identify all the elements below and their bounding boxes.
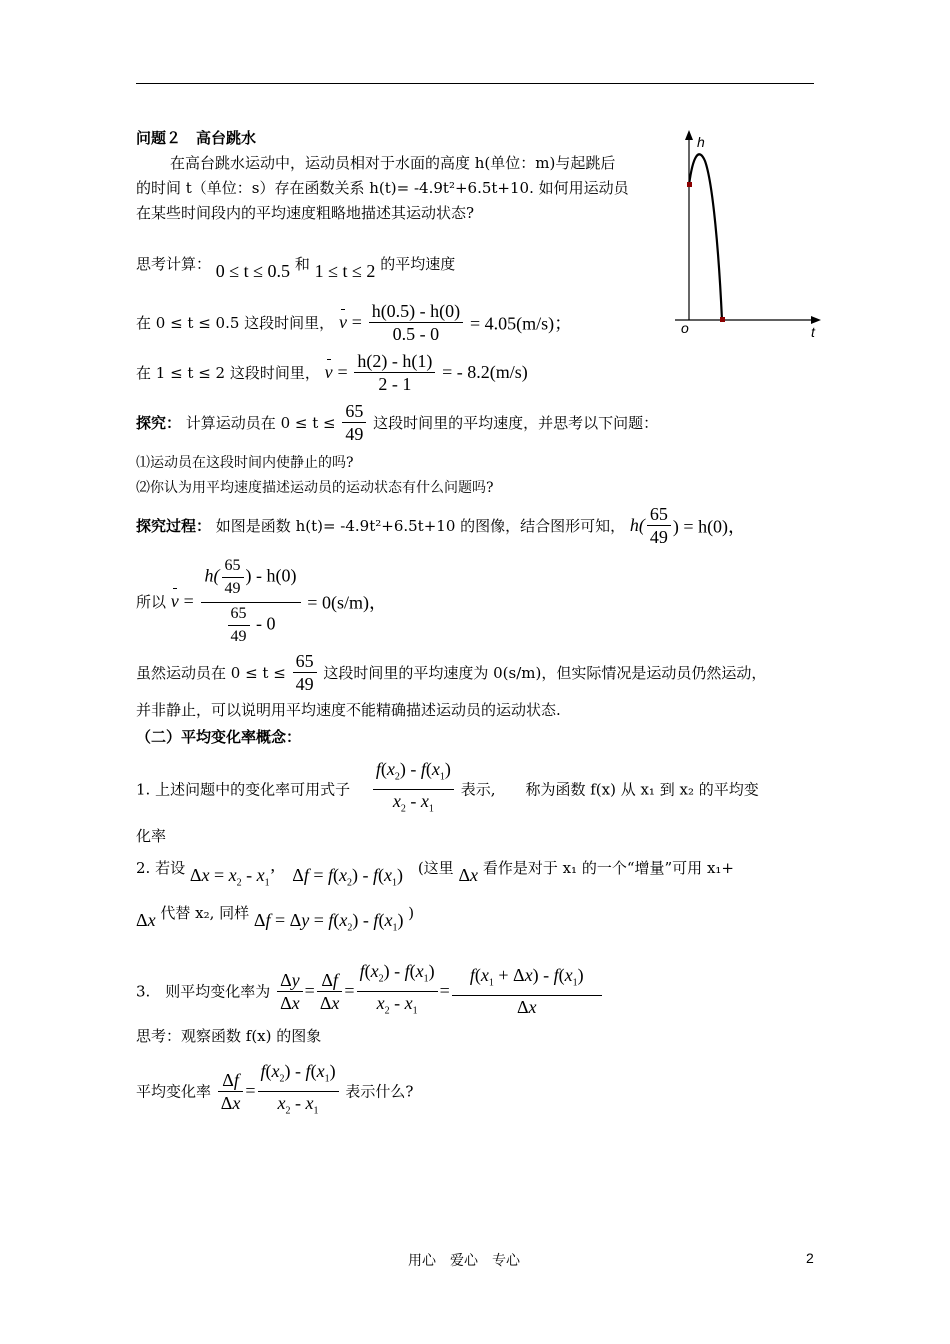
so-result: = 0(s/m)，: [307, 592, 387, 613]
frac-so: h( $\frac{65}{49}$ ) - h(0) $\frac{65}{49}$ - 0: [201, 555, 301, 648]
x-label: t: [811, 324, 815, 340]
question-2: ⑵你认为用平均速度描述运动员的运动状态有什么问题吗?: [136, 480, 494, 496]
think2-line: 思考：观察函数 f(x) 的图象: [136, 1027, 322, 1045]
item3-a: 3. 则平均变化率为: [136, 982, 271, 1001]
explore-text-2: 这段时间里的平均速度，并思考以下问题：: [373, 414, 659, 432]
frac-a-num: h(0.5) - h(0): [369, 300, 463, 323]
item2-b: (这里: [417, 859, 454, 877]
frac-b: [354, 350, 435, 395]
line-a-prefix: 在 0 ≤ t ≤ 0.5 这段时间里，: [136, 314, 335, 332]
item1-b: 表示, 称为函数 f(x) 从 x₁ 到 x₂ 的平均变: [460, 780, 759, 799]
x-arrow-icon: [811, 316, 821, 324]
item2-line: 2. 若设 $\Delta x = x_2 - x_1$’ $\Delta f = f(x_2) - f(x_1)$ (这里 Δx 看作是对于 x₁ 的一个“增量”可用 x₁+: [136, 859, 734, 889]
line-b-prefix: 在 1 ≤ t ≤ 2 这段时间里，: [136, 364, 320, 382]
line-a-result: = 4.05(m/s)；: [469, 313, 573, 334]
intro-line-1: 在高台跳水运动中，运动员相对于水面的高度 h(单位：m)与起跳后: [170, 154, 616, 172]
so-label: 所以: [136, 593, 167, 611]
end-point: [720, 317, 725, 322]
think-label: 思考计算：: [136, 255, 212, 273]
frac-a: [369, 300, 463, 345]
header-rule: [136, 83, 814, 84]
item2-line-2: Δx 代替 x₂, 同样 $\Delta f = \Delta y = f(x_2) - f(x_1)$ ): [136, 904, 415, 934]
line-b-result: = - 8.2(m/s): [442, 362, 528, 382]
frac-b-num: h(2) - h(1): [354, 350, 435, 373]
process-label: 探究过程：: [136, 517, 212, 535]
so-line: 所以 v = h( $\frac{65}{49}$ ) - h(0) $\frac{65}{49}$ - 0 = 0(s/m)，: [136, 555, 387, 648]
intro-line-2: 的时间 t（单位：s）存在函数关系 h(t)= -4.9t²+6.5t+10. 如何用运动员: [136, 179, 629, 197]
item2-c: 看作是对于 x₁ 的一个“增量”可用 x₁+: [482, 859, 734, 877]
question-1: ⑴运动员在这段时间内使静止的吗?: [136, 455, 354, 471]
footer-motto: 用心 爱心 专心: [408, 1253, 520, 1269]
item1-a: 1. 上述问题中的变化率可用式子: [136, 780, 351, 799]
think-line: [136, 253, 456, 281]
rate-line: 平均变化率 $\frac{\Delta f}{\Delta x}$ = $\frac{f(x_2) - f(x_1)}{x_2 - x_1}$ 表示什么?: [136, 1061, 414, 1117]
y-label: h: [697, 134, 705, 150]
process-line: 探究过程： 如图是函数 h(t)= -4.9t²+6.5t+10 的图像，结合图形可知， h( $\frac{65}{49}$ ) = h(0)，: [136, 504, 747, 547]
y-arrow-icon: [685, 130, 693, 140]
v-bar: v: [338, 312, 347, 332]
explore-label: 探究：: [136, 414, 182, 432]
though-line: 虽然运动员在 0 ≤ t ≤ $\frac{65}{49}$ 这段时间里的平均速度为 0(s/m)，但实际情况是运动员仍然运动，: [136, 651, 767, 694]
intro-line-3: 在某些时间段内的平均速度粗略地描述其运动状态?: [136, 204, 475, 222]
problem-title: 问题２ 高台跳水: [136, 129, 257, 147]
item2-a: 2. 若设: [136, 859, 186, 877]
line-b: 在 1 ≤ t ≤ 2 这段时间里， v = $\frac{h(2) - h(1)}{2 - 1}$ = - 8.2(m/s): [136, 351, 528, 394]
item3-line: 3. 则平均变化率为 $\frac{\Delta y}{\Delta x}$ = $\frac{\Delta f}{\Delta x}$ = $\frac{f(x_2) - f(x_1)}{x_2 - x_1}$ = $\frac{f(x_1 + \Delta x) - f(x_1)}{\Delta x}$: [136, 960, 604, 1022]
trajectory-curve: [689, 154, 722, 320]
though-text-1: 虽然运动员在 0 ≤ t ≤: [136, 664, 286, 682]
explore-line: [136, 400, 658, 445]
item1-line: 1. 上述问题中的变化率可用式子 $\frac{f(x_2) - f(x_1)}{x_2 - x_1}$ 表示, 称为函数 f(x) 从 x₁ 到 x₂ 的平均变: [136, 759, 759, 815]
interval-a: 0 ≤ t ≤ 0.5: [215, 261, 291, 281]
line-a: 在 0 ≤ t ≤ 0.5 这段时间里， v = $\frac{h(0.5) - h(0)}{0.5 - 0}$ = 4.05(m/s)；: [136, 301, 573, 344]
item1-c: 化率: [136, 827, 167, 845]
avg-speed-label: 的平均速度: [380, 255, 456, 273]
frac-a-den: 0.5 - 0: [392, 324, 440, 344]
section2-title: （二）平均变化率概念：: [136, 728, 302, 746]
height-graph: [665, 125, 825, 345]
origin-label: o: [681, 320, 689, 336]
and-word: 和: [294, 255, 310, 273]
rate-a: 平均变化率: [136, 1082, 212, 1101]
page-number: 2: [806, 1250, 814, 1266]
v-bar-b: v: [324, 362, 333, 382]
explore-text-1: 计算运动员在 0 ≤ t ≤: [185, 414, 336, 432]
process-text: 如图是函数 h(t)= -4.9t²+6.5t+10 的图像，结合图形可知，: [215, 517, 626, 535]
rate-b: 表示什么?: [345, 1082, 414, 1101]
interval-b: 1 ≤ t ≤ 2: [314, 261, 376, 281]
frac-65-49: $\frac{65}{49}$: [342, 400, 366, 445]
frac-b-den: 2 - 1: [378, 374, 412, 394]
item2-d: 代替 x₂, 同样: [160, 904, 250, 922]
though-text-2: 这段时间里的平均速度为 0(s/m)，但实际情况是运动员仍然运动，: [323, 664, 767, 682]
though-line-3: 并非静止，可以说明用平均速度不能精确描述运动员的运动状态.: [136, 701, 561, 719]
start-point: [687, 182, 692, 187]
